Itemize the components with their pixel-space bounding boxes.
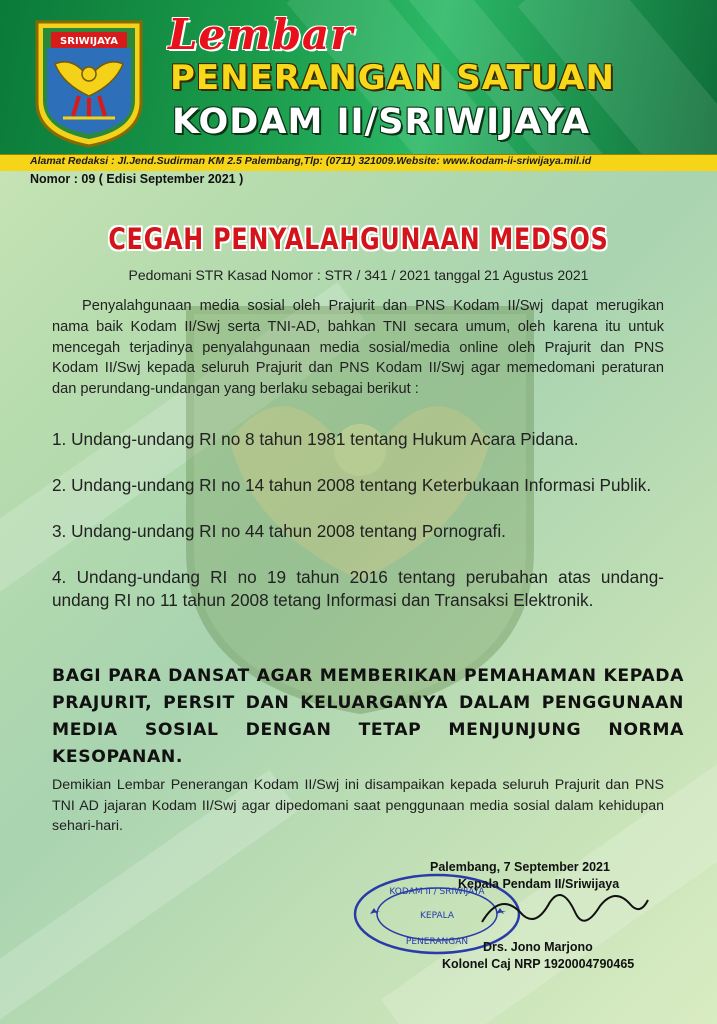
- svg-text:KEPALA: KEPALA: [420, 911, 454, 921]
- signature-rank: Kolonel Caj NRP 1920004790465: [442, 957, 635, 971]
- list-item: 1. Undang-undang RI no 8 tahun 1981 tentang Hukum Acara Pidana.: [52, 429, 579, 449]
- handwritten-signature-icon: [480, 882, 650, 942]
- header-lembar-text: Lembar: [168, 10, 354, 59]
- signature-place-date: Palembang, 7 September 2021: [430, 860, 610, 874]
- list-item: 3. Undang-undang RI no 44 tahun 2008 tentang Pornografi.: [52, 521, 506, 541]
- header-title-line1: PENERANGAN SATUAN: [170, 58, 615, 98]
- signature-name: Drs. Jono Marjono: [483, 940, 593, 954]
- kodam-logo-icon: [33, 18, 145, 150]
- intro-paragraph: Penyalahgunaan media sosial oleh Prajurit dan PNS Kodam II/Swj dapat merugikan nama baik Kodam II/Swj serta TNI-AD, bahkan TNI secara umum, oleh karena itu untuk mencegah terjadinya penyalahgunaan media sosial/media online oleh Prajurit dan PNS Kodam II/Swj kepada seluruh Prajurit dan PNS Kodam II/Swj agar memedomani peraturan dan perundang-undangan yang berlaku sebagai berikut :: [52, 298, 664, 398]
- subtitle-reference: Pedomani STR Kasad Nomor : STR / 341 / 2021 tanggal 21 Agustus 2021: [128, 267, 589, 283]
- emphasis-paragraph: BAGI PARA DANSAT AGAR MEMBERIKAN PEMAHAMAN KEPADA PRAJURIT, PERSIT DAN KELUARGANYA DALAM PENGGUNAAN MEDIA SOSIAL DENGAN TETAP MENJUNJUNG NORMA KESOPANAN.: [52, 666, 684, 767]
- header-title-line2: KODAM II/SRIWIJAYA: [172, 102, 590, 142]
- svg-text:SRIWIJAYA: SRIWIJAYA: [60, 36, 118, 47]
- list-item: 2. Undang-undang RI no 14 tahun 2008 tentang Keterbukaan Informasi Publik.: [52, 475, 652, 495]
- list-item: 4. Undang-undang RI no 19 tahun 2016 tentang perubahan atas undang-undang RI no 11 tahun 2008 tetang Informasi dan Transaksi Elektronik.: [52, 567, 664, 610]
- page-title: CEGAH PENYALAHGUNAAN MEDSOS: [108, 222, 609, 256]
- address-text: Alamat Redaksi : Jl.Jend.Sudirman KM 2.5 Palembang,Tlp: (0711) 321009.Website: www.kodam-ii-sriwijaya.mil.id: [30, 155, 592, 167]
- signature-role: Kepala Pendam II/Sriwijaya: [458, 877, 620, 891]
- svg-text:KODAM II / SRIWIJAYA: KODAM II / SRIWIJAYA: [389, 887, 485, 897]
- edition-number: Nomor : 09 ( Edisi September 2021 ): [30, 172, 244, 186]
- regulation-list: [52, 428, 664, 635]
- closing-paragraph: Demikian Lembar Penerangan Kodam II/Swj ini disampaikan kepada seluruh Prajurit dan PNS TNI AD jajaran Kodam II/Swj agar dipedomani saat penggunaan media sosial dalam kehidupan sehari-hari.: [52, 777, 664, 834]
- svg-text:PENERANGAN: PENERANGAN: [405, 937, 469, 947]
